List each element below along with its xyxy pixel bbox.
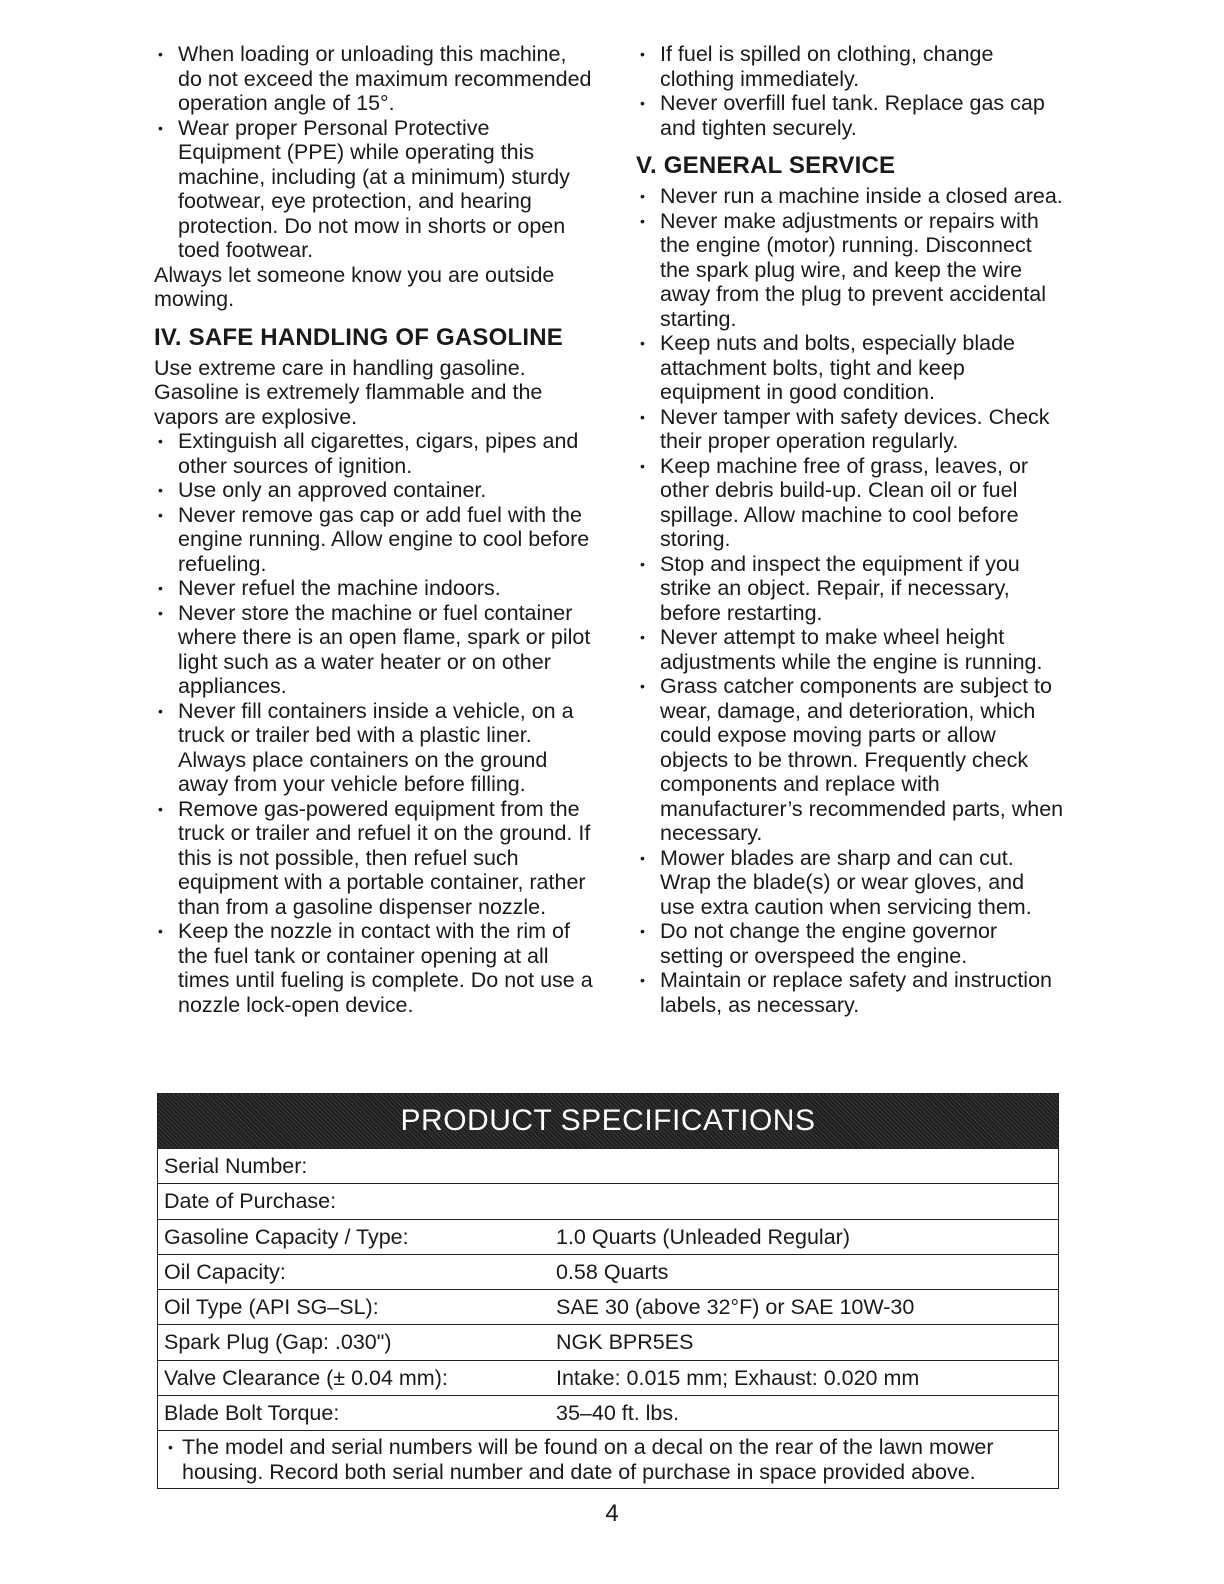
list-item: • Never make adjustments or repairs with the engine (motor) running. Disconnect the spark plug wire, and keep the wire away from the plug to prevent accidental starting. xyxy=(636,209,1064,332)
spec-label: Gasoline Capacity / Type: xyxy=(164,1224,409,1249)
spec-value: NGK BPR5ES xyxy=(556,1330,694,1355)
table-row xyxy=(158,1219,1058,1254)
list-item: • Never refuel the machine indoors. xyxy=(154,576,594,601)
list-item: • Stop and inspect the equipment if you strike an object. Repair, if necessary, before restarting. xyxy=(636,552,1064,626)
section-heading-gasoline: IV. SAFE HANDLING OF GASOLINE xyxy=(154,323,563,351)
fuel-bullet-list xyxy=(636,42,1064,140)
list-item: • Keep machine free of grass, leaves, or other debris build-up. Clean oil or fuel spillage. Allow machine to cool before storing. xyxy=(636,454,1064,552)
service-bullet-list xyxy=(636,184,1064,1017)
intro-note: Always let someone know you are outside mowing. xyxy=(154,262,555,311)
spec-value xyxy=(556,1149,1058,1183)
spec-value: 0.58 Quarts xyxy=(556,1259,669,1284)
spec-value xyxy=(556,1184,1058,1218)
list-item: • Remove gas-powered equipment from the truck or trailer and refuel it on the ground. If this is not possible, then refuel such equipment with a portable container, rather than from a gasoline dispenser nozzle. xyxy=(154,797,594,920)
product-specifications-table xyxy=(157,1093,1059,1489)
list-item: • Grass catcher components are subject to wear, damage, and deterioration, which could expose moving parts or allow objects to be thrown. Frequently check components and replace with manufacturer’s recommended parts, when necessary. xyxy=(636,674,1064,846)
list-item: • Never remove gas cap or add fuel with the engine running. Allow engine to cool before refueling. xyxy=(154,503,594,577)
page-number: 4 xyxy=(605,1500,619,1527)
list-item: • Extinguish all cigarettes, cigars, pipes and other sources of ignition. xyxy=(154,429,594,478)
table-row xyxy=(158,1324,1058,1359)
spec-label: Blade Bolt Torque: xyxy=(164,1401,340,1426)
table-row xyxy=(158,1289,1058,1324)
spec-label: Oil Type (API SG–SL): xyxy=(164,1295,379,1320)
list-item: • Never overfill fuel tank. Replace gas cap and tighten securely. xyxy=(636,91,1064,140)
list-item: • Wear proper Personal Protective Equipment (PPE) while operating this machine, including (at a minimum) sturdy footwear, eye protection, and hearing protection. Do not mow in shorts or open toed footwear. xyxy=(154,116,594,263)
left-column xyxy=(154,42,594,1017)
intro-bullet-list xyxy=(154,42,594,263)
table-row xyxy=(158,1360,1058,1395)
list-item: • Do not change the engine governor setting or overspeed the engine. xyxy=(636,919,1064,968)
list-item: • If fuel is spilled on clothing, change clothing immediately. xyxy=(636,42,1064,91)
spec-label: Date of Purchase: xyxy=(164,1189,337,1214)
right-column xyxy=(636,42,1064,1017)
list-item: • Keep the nozzle in contact with the rim of the fuel tank or container opening at all times until fueling is complete. Do not use a nozzle lock-open device. xyxy=(154,919,594,1017)
table-row xyxy=(158,1183,1058,1218)
list-item: • Never attempt to make wheel height adjustments while the engine is running. xyxy=(636,625,1064,674)
list-item: • Never tamper with safety devices. Check their proper operation regularly. xyxy=(636,405,1064,454)
list-item: • The model and serial numbers will be found on a decal on the rear of the lawn mower housing. Record both serial number and date of purchase in space provided above. xyxy=(164,1435,1052,1484)
list-item: • Never fill containers inside a vehicle, on a truck or trailer bed with a plastic liner. Always place containers on the ground away from your vehicle before filling. xyxy=(154,699,594,797)
specs-note xyxy=(158,1430,1058,1488)
spec-label: Valve Clearance (± 0.04 mm): xyxy=(164,1365,448,1390)
list-item: • Never store the machine or fuel container where there is an open flame, spark or pilot light such as a water heater or on other appliances. xyxy=(154,601,594,699)
list-item: • When loading or unloading this machine, do not exceed the maximum recommended operation angle of 15°. xyxy=(154,42,594,116)
gasoline-intro: Use extreme care in handling gasoline. Gasoline is extremely flammable and the vapors are explosive. xyxy=(154,355,543,429)
spec-label: Oil Capacity: xyxy=(164,1259,286,1284)
table-row xyxy=(158,1395,1058,1430)
list-item: • Maintain or replace safety and instruction labels, as necessary. xyxy=(636,968,1064,1017)
table-row xyxy=(158,1254,1058,1289)
gasoline-bullet-list xyxy=(154,429,594,1017)
spec-value: SAE 30 (above 32°F) or SAE 10W-30 xyxy=(556,1295,915,1320)
list-item: • Use only an approved container. xyxy=(154,478,594,503)
list-item: • Mower blades are sharp and can cut. Wrap the blade(s) or wear gloves, and use extra caution when servicing them. xyxy=(636,846,1064,920)
two-column-text xyxy=(154,42,1064,1017)
spec-label: Spark Plug (Gap: .030") xyxy=(164,1330,392,1355)
spec-value: 35–40 ft. lbs. xyxy=(556,1401,680,1426)
specs-title: PRODUCT SPECIFICATIONS xyxy=(158,1094,1058,1148)
spec-label: Serial Number: xyxy=(164,1154,308,1178)
list-item: • Keep nuts and bolts, especially blade attachment bolts, tight and keep equipment in good condition. xyxy=(636,331,1064,405)
section-heading-general-service: V. GENERAL SERVICE xyxy=(636,152,896,179)
specs-note-list xyxy=(164,1435,1052,1484)
spec-value: 1.0 Quarts (Unleaded Regular) xyxy=(556,1224,850,1249)
list-item: • Never run a machine inside a closed area. xyxy=(636,184,1064,209)
table-row xyxy=(158,1148,1058,1183)
spec-value: Intake: 0.015 mm; Exhaust: 0.020 mm xyxy=(556,1365,920,1390)
